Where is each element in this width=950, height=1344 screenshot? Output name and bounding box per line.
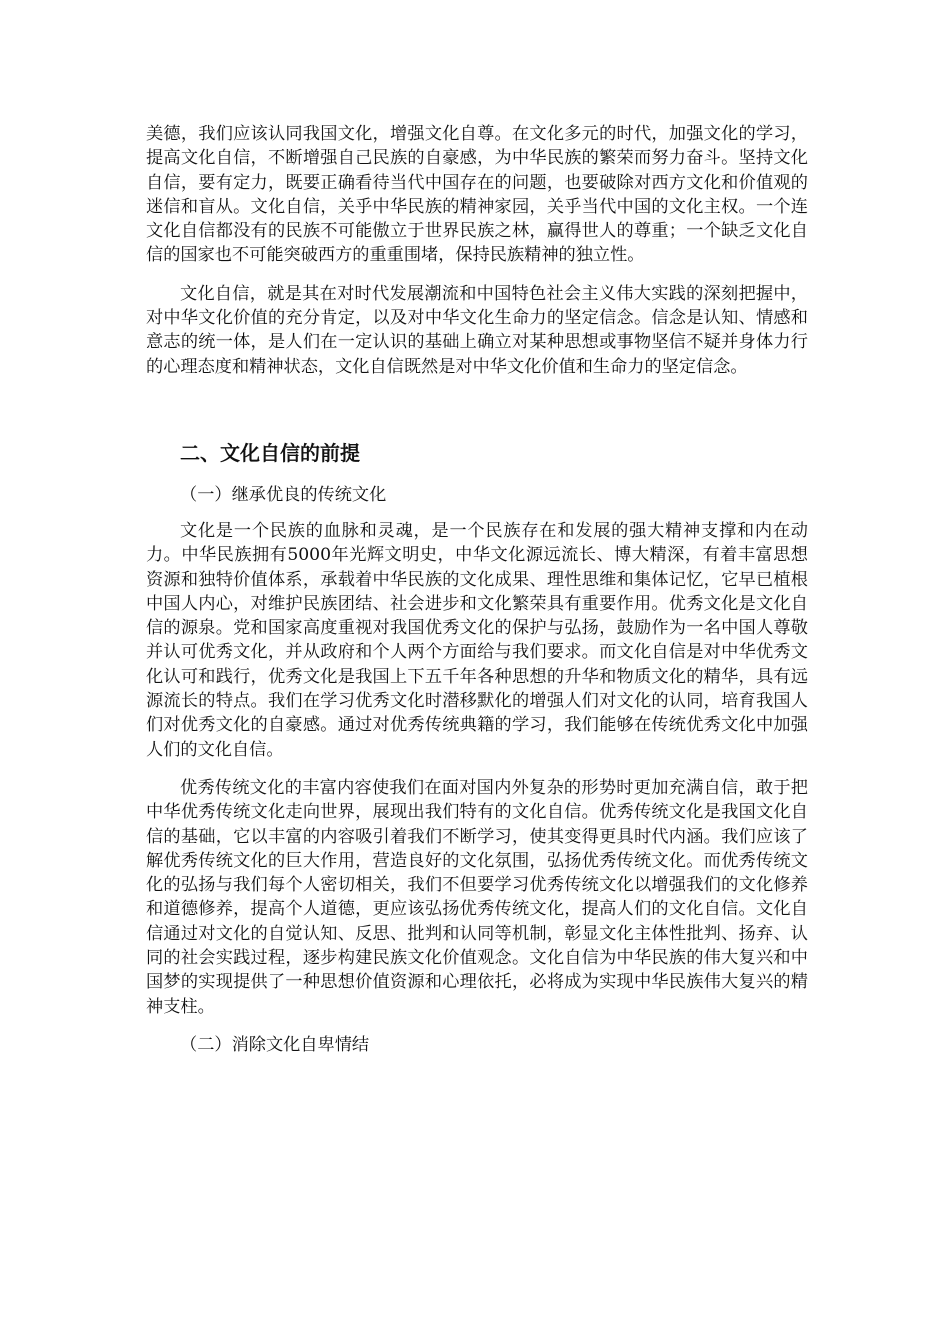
paragraph-excellent-culture: 优秀传统文化的丰富内容使我们在面对国内外复杂的形势时更加充满自信，敢于把中华优秀传统文化走向世界，展现出我们特有的文化自信。优秀传统文化是我国文化自信的基础，它以丰富的内容吸引着我们不断学习，使其变得更具时代内涵。我们应该了解优秀传统文化的巨大作用，营造良好的文化氛围，弘扬优秀传统文化。而优秀传统文化的弘扬与我们每个人密切相关，我们不但要学习优秀传统文化以增强我们的文化修养和道德修养，提高个人道德，更应该弘扬优秀传统文化，提高人们的文化自信。文化自信通过对文化的自觉认知、反思、批判和认同等机制，彰显文化主体性批判、扬弃、认同的社会实践过程，逐步构建民族文化价值观念。文化自信为中华民族的伟大复兴和中国梦的实现提供了一种思想价值资源和心理依托，必将成为实现中华民族伟大复兴的精神支柱。 (146, 777, 808, 1017)
document-page (146, 122, 808, 1057)
paragraph-continued: 美德，我们应该认同我国文化，增强文化自尊。在文化多元的时代，加强文化的学习，提高文化自信，不断增强自己民族的自豪感，为中华民族的繁荣而努力奋斗。坚持文化自信，要有定力，既要正确看待当代中国存在的问题，也要破除对西方文化和价值观的迷信和盲从。文化自信，关乎中华民族的精神家园，关乎当代中国的文化主权。一个连文化自信都没有的民族不可能傲立于世界民族之林，赢得世人的尊重；一个缺乏文化自信的国家也不可能突破西方的重重围堵，保持民族精神的独立性。 (146, 124, 808, 266)
subsection-heading-1: （一）继承优良的传统文化 (180, 484, 387, 505)
subsection-heading-2: （二）消除文化自卑情结 (180, 1034, 370, 1055)
paragraph-tradition: 文化是一个民族的血脉和灵魂，是一个民族存在和发展的强大精神支撑和内在动力。中华民族拥有5000年光辉文明史，中华文化源远流长、博大精深，有着丰富思想资源和独特价值体系，承载着中华民族的文化成果、理性思维和集体记忆，它早已植根中国人内心，对维护民族团结、社会进步和文化繁荣具有重要作用。优秀文化是文化自信的源泉。党和国家高度重视对我国优秀文化的保护与弘扬，鼓励作为一名中国人尊敬并认可优秀文化，并从政府和个人两个方面给与我们要求。而文化自信是对中华优秀文化认可和践行，优秀文化是我国上下五千年各种思想的升华和物质文化的精华，具有远源流长的特点。我们在学习优秀文化时潜移默化的增强人们对文化的认同，培育我国人们对优秀文化的自豪感。通过对优秀传统典籍的学习，我们能够在传统优秀文化中加强人们的文化自信。 (146, 520, 808, 760)
section-heading: 二、文化自信的前提 (180, 440, 360, 465)
paragraph-definition: 文化自信，就是其在对时代发展潮流和中国特色社会主义伟大实践的深刻把握中，对中华文化价值的充分肯定，以及对中华文化生命力的坚定信念。信念是认知、情感和意志的统一体，是人们在一定认识的基础上确立对某种思想或事物坚信不疑并身体力行的心理态度和精神状态，文化自信既然是对中华文化价值和生命力的坚定信念。 (146, 283, 808, 377)
